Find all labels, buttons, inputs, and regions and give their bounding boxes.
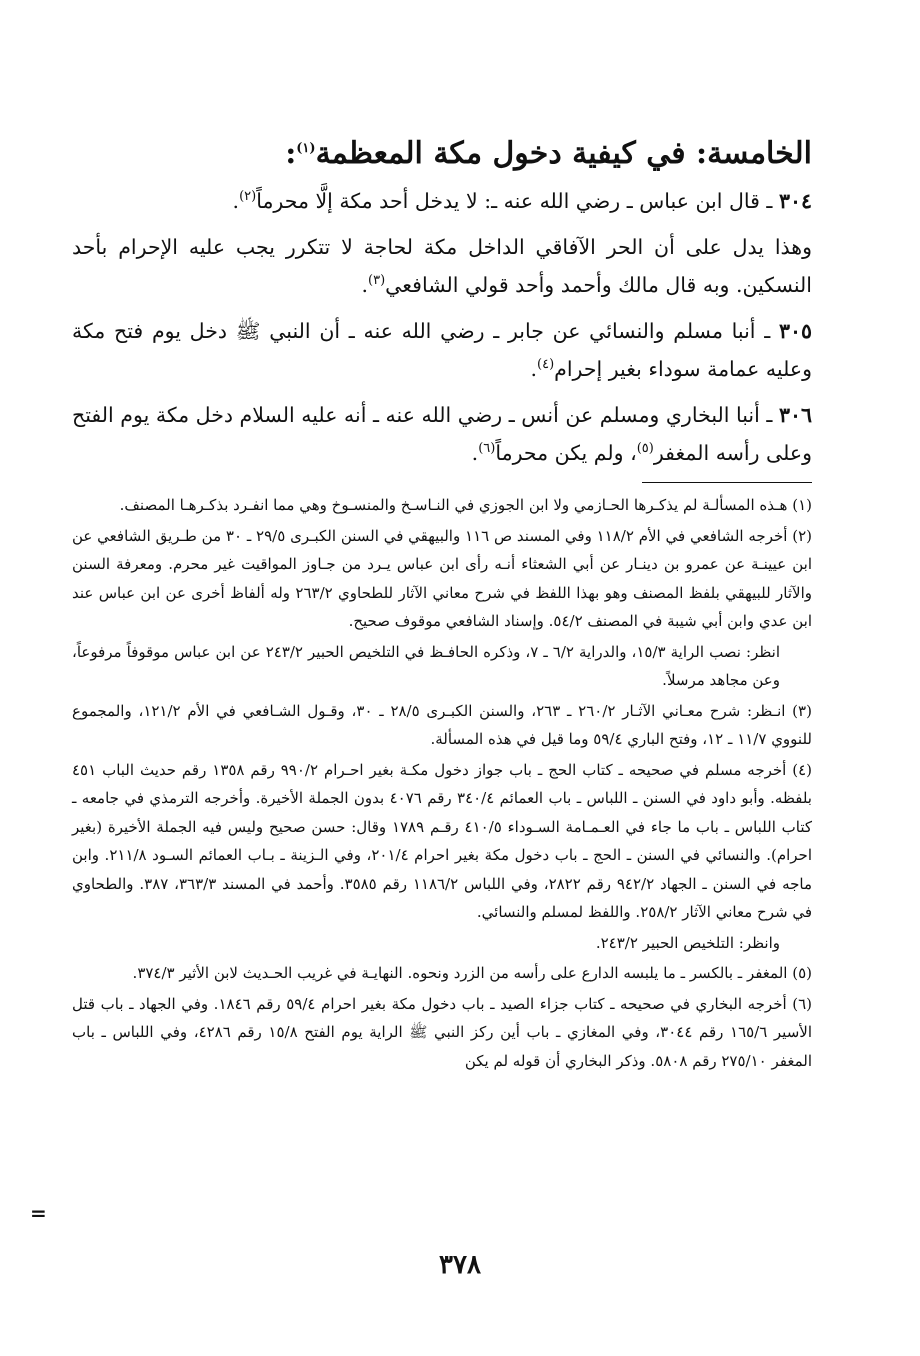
paragraph-end: .	[530, 357, 537, 381]
paragraph-text-continued: ، ولم يكن محرماً	[495, 441, 637, 465]
paragraph-end: .	[361, 273, 369, 297]
footnote-3: (٣) انـظر: شرح معـاني الآثـار ٢٦٠/٢ ـ ٢٦٣، والسنن الكبـرى ٢٨/٥ ـ ٣٠، وقـول الشـافعي في الأم ١٢١/٢، والمجموع للنووي ١١/٧ ـ ١٢، وفتح الباري ٥٩/٤ وما قيل في هذه المسألة.	[72, 701, 812, 748]
paragraph-end: .	[232, 189, 240, 213]
paragraph-text: وهذا يدل على أن الحر الآفاقي الداخل مكة لحاجة لا تتكرر يجب عليه الإحرام بأحد النسكين. وبه قال مالك وأحمد وأحد قولي الشافعي	[72, 235, 812, 297]
paragraph-end: .	[471, 441, 479, 465]
footnote-ref[interactable]: (٢)	[239, 189, 257, 205]
footnote-2: (٢) أخرجه الشافعي في الأم ١١٨/٢ وفي المسند ص ١١٦ والبيهقي في السنن الكبـرى ٢٩/٥ ـ ٣٠ من طـريق الشافعي عن ابن عيينـة عن عمرو بن دينـار عن أبي الشعثاء أنـه رأى ابن عباس يـرد من جـاوز المواقيت غير محرم. ومعرفة السنن والآثار للبيهقي بلفظ المصنف وهو بهذا اللفظ في شرح معاني الآثار للطحاوي ٢٦٣/٢ وله ألفاظ أخرى عن ابن عباس عند ابن عدي وابن أبي شيبة في المصنف ٥٤/٢. وإسناد الشافعي موقوف صحيح.	[72, 526, 812, 630]
footnote-divider	[642, 482, 812, 483]
heading-text: الخامسة: في كيفية دخول مكة المعظمة	[315, 136, 812, 171]
footnote-4-note: وانظر: التلخيص الحبير ٢٤٣/٢.	[595, 933, 780, 952]
item-number: ٣٠٦	[778, 403, 812, 427]
paragraph-text: ـ أنبا البخاري ومسلم عن أنس ـ رضي الله عنه ـ أنه عليه السلام دخل مكة يوم الفتح وعلى رأسه المغفر	[72, 403, 812, 465]
footnote-ref[interactable]: (٤)	[537, 357, 555, 373]
paragraph-305	[72, 312, 812, 388]
section-heading	[72, 130, 812, 178]
paragraph-text: ـ أنبا مسلم والنسائي عن جابر ـ رضي الله عنه ـ أن النبي ﷺ دخل يوم فتح مكة وعليه عمامة سوداء بغير إحرام	[72, 319, 812, 381]
footnote-6: (٦) أخرجه البخاري في صحيحه ـ كتاب جزاء الصيد ـ باب دخول مكة بغير احرام ٥٩/٤ رقم ١٨٤٦. وفي الجهاد ـ باب قتل الأسير ١٦٥/٦ رقم ٣٠٤٤، وفي المغازي ـ باب أين ركز النبي ﷺ الراية يوم الفتح ١٥/٨ رقم ٤٢٨٦، وفي اللباس ـ باب المغفر ٢٧٥/١٠ رقم ٥٨٠٨. وذكر البخاري أن قوله لم يكن	[72, 994, 812, 1070]
heading-footnote-ref[interactable]: (١)	[296, 141, 316, 156]
item-number: ٣٠٤	[778, 189, 812, 213]
paragraph-commentary	[72, 228, 812, 304]
paragraph-text: ـ قال ابن عباس ـ رضي الله عنه ـ: لا يدخل أحد مكة إلَّا محرماً	[256, 189, 779, 213]
item-number: ٣٠٥	[778, 319, 812, 343]
heading-colon: :	[285, 136, 297, 171]
footnote-5: (٥) المغفر ـ بالكسر ـ ما يلبسه الدارع على رأسه من الزرد ونحوه. النهايـة في غريب الحـديث لابن الأثير ٣٧٤/٣.	[132, 964, 812, 982]
paragraph-304	[72, 182, 812, 220]
footnote-4: (٤) أخرجه مسلم في صحيحه ـ كتاب الحج ـ باب جواز دخول مكـة بغير احـرام ٩٩٠/٢ رقم ١٣٥٨ رقم حديث الباب ٤٥١ بلفظه. وأبو داود في السنن ـ اللباس ـ باب العمائم ٣٤٠/٤ رقم ٤٠٧٦ بدون الجملة الأخيرة. وأخرجه الترمذي في جامعه ـ كتاب اللباس ـ باب ما جاء في العـمـامة السـوداء ٤١٠/٥ رقـم ١٧٨٩ وقال: حسن صحيح وليس فيه الجملة الأخيرة (بغير احرام). والنسائي في السنن ـ الحج ـ باب دخول مكة بغير احرام ٢٠١/٤، وفي الـزينة ـ بـاب العمائم السـود ٢١١/٨. وابن ماجه في السنن ـ الجهاد ٩٤٢/٢ رقم ٢٨٢٢، وفي اللباس ١١٨٦/٢ رقم ٣٥٨٥. وأحمد في المسند ٣٦٣/٣، ٣٨٧. والطحاوي في شرح معاني الآثار ٢٥٨/٢. واللفظ لمسلم والنسائي.	[72, 760, 813, 921]
footnote-ref[interactable]: (٥)	[636, 441, 654, 457]
footnote-1: (١) هـذه المسألـة لم يذكـرها الحـازمي ولا ابن الجوزي في النـاسـخ والمنسـوخ وهي مما انفـرد بذكـرهـا المصنف.	[119, 496, 812, 514]
footnote-ref[interactable]: (٣)	[368, 273, 386, 289]
continuation-mark: =	[30, 1201, 47, 1225]
footnote-ref[interactable]: (٦)	[478, 441, 496, 457]
page-body	[72, 130, 812, 1077]
page-number: ٣٧٨	[439, 1250, 481, 1280]
footnote-2-note: انظر: نصب الراية ١٥/٣، والدراية ٦/٢ ـ ٧، وذكره الحافـظ في التلخيص الحبير ٢٤٣/٢ عن ابن عباس موقوفاً مرفوعاً، وعن مجاهد مرسلاً.	[72, 642, 780, 689]
footnotes	[72, 491, 812, 1075]
paragraph-306	[72, 396, 812, 472]
